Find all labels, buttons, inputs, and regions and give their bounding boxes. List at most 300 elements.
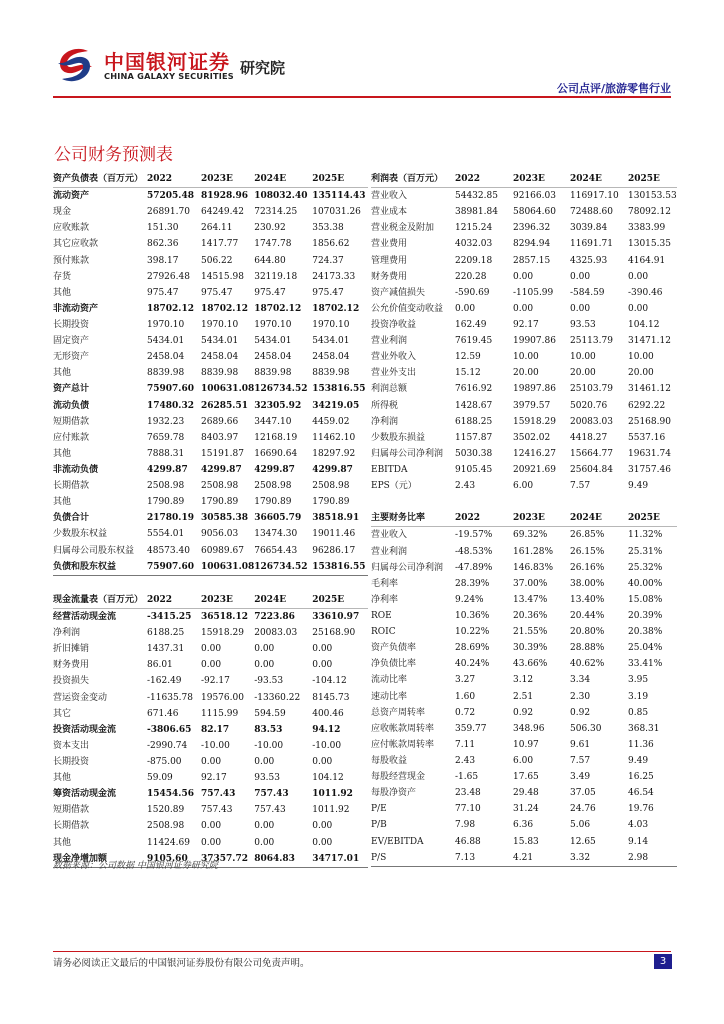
row-label: 资产负债率 — [371, 643, 417, 654]
table-cell: 5020.76 — [570, 400, 608, 411]
table-row — [371, 785, 677, 801]
table-row — [371, 689, 677, 705]
row-label: 管理费用 — [371, 255, 408, 266]
table-cell: 3447.10 — [254, 416, 292, 427]
table-row — [53, 754, 368, 770]
table-cell: 20083.03 — [254, 628, 298, 639]
table-cell: -3806.65 — [147, 724, 192, 735]
table-cell: 18702.12 — [254, 303, 302, 314]
table-row — [371, 204, 677, 220]
table-row — [371, 544, 677, 560]
table-cell: 0.00 — [312, 660, 333, 671]
table-cell: 29.48 — [513, 788, 539, 799]
table-cell: 0.00 — [254, 660, 275, 671]
table-cell: 64249.42 — [201, 207, 244, 218]
row-label: 负债合计 — [53, 513, 90, 524]
row-label: 负债和股东权益 — [53, 559, 147, 576]
source-note: 数据来源：公司数据 中国银河证券研究院 — [53, 861, 218, 871]
table-row — [53, 285, 368, 301]
table-cell: 4299.87 — [254, 465, 295, 476]
table-cell: 20.00 — [513, 368, 539, 379]
table-cell: 0.85 — [628, 707, 649, 718]
row-label: 流动负债 — [53, 400, 90, 411]
table-cell: 126734.52 — [254, 384, 308, 395]
table-cell: 2025E — [312, 171, 368, 188]
table-cell: 9056.03 — [201, 529, 239, 540]
table-row — [53, 188, 368, 205]
table-cell: 10.36% — [455, 611, 490, 621]
table-cell: 644.80 — [254, 255, 286, 266]
table-cell: 1011.92 — [312, 789, 353, 800]
table-row — [371, 381, 677, 397]
table-cell: 12168.19 — [254, 432, 298, 443]
row-label: 非流动资产 — [53, 303, 99, 314]
table-cell: 20083.03 — [570, 416, 613, 427]
row-label: 营业收入 — [371, 530, 408, 541]
table-cell: 8145.73 — [312, 692, 350, 703]
row-label: P/E — [371, 804, 387, 815]
table-cell: 2508.98 — [147, 821, 185, 832]
table-cell: -93.53 — [254, 676, 284, 687]
table-cell: 353.38 — [312, 223, 344, 234]
table-cell: 15454.56 — [147, 789, 194, 800]
table-cell: 10.00 — [570, 352, 596, 363]
table-cell: 2458.04 — [147, 352, 185, 363]
table-cell: 151.30 — [147, 223, 179, 234]
table-cell: 57205.48 — [147, 191, 194, 202]
table-cell: 20.44% — [570, 611, 605, 621]
row-label: P/B — [371, 820, 387, 831]
row-label: 财务费用 — [53, 660, 90, 671]
table-cell: 506.30 — [570, 723, 602, 734]
row-label: 营业外收入 — [371, 352, 417, 363]
table-cell: 398.17 — [147, 255, 179, 266]
table-cell: 9105.45 — [455, 465, 493, 476]
row-label: 其他 — [53, 773, 72, 784]
table-cell: 359.77 — [455, 723, 487, 734]
table-cell: 20.00 — [628, 368, 654, 379]
table-cell: 33610.97 — [312, 612, 360, 622]
row-label: ROIC — [371, 627, 396, 638]
table-cell: 38981.84 — [455, 207, 498, 218]
table-cell: 15.83 — [513, 836, 539, 847]
table-cell: 2458.04 — [312, 352, 350, 363]
table-row — [53, 365, 368, 381]
table-cell: 58064.60 — [513, 207, 556, 218]
table-cell: 1790.89 — [254, 497, 292, 508]
table-cell: 11.32% — [628, 530, 663, 541]
table-cell: 3502.02 — [513, 432, 551, 443]
table-cell: 2.51 — [513, 691, 534, 702]
table-cell: 5434.01 — [254, 336, 292, 347]
table-cell: 0.00 — [201, 644, 222, 655]
table-row — [371, 220, 677, 236]
table-cell: 135114.43 — [312, 191, 366, 202]
table-cell: 3.34 — [570, 675, 591, 686]
row-label: 投资活动现金流 — [53, 724, 117, 735]
table-cell: -3415.25 — [147, 612, 192, 622]
table-cell: 975.47 — [147, 287, 179, 298]
table-cell: 9.49 — [628, 481, 649, 492]
table-cell: 25.31% — [628, 546, 663, 557]
table-row — [53, 333, 368, 349]
row-label: 营运资金变动 — [53, 692, 108, 703]
table-cell: 0.00 — [513, 303, 534, 314]
table-cell: 34717.01 — [312, 851, 368, 868]
table-cell: 2508.98 — [254, 481, 292, 492]
table-cell: 1970.10 — [312, 320, 350, 331]
table-cell: 724.37 — [312, 255, 344, 266]
table-cell: 2.43 — [455, 481, 476, 492]
table-row — [371, 285, 677, 301]
row-label: 营业成本 — [371, 207, 408, 218]
table-cell: 100631.08 — [201, 559, 254, 576]
row-label: 应付账款 — [53, 432, 90, 443]
table-cell: 0.72 — [455, 707, 476, 718]
table-cell: 2508.98 — [312, 481, 350, 492]
table-cell: 0.92 — [570, 707, 591, 718]
row-label: 现金 — [53, 207, 72, 218]
table-cell — [254, 575, 312, 592]
table-cell: 1790.89 — [147, 497, 185, 508]
table-row — [53, 494, 368, 510]
table-cell: 0.00 — [254, 837, 275, 848]
row-label: 毛利率 — [371, 578, 399, 589]
table-cell: 757.43 — [201, 789, 236, 800]
table-cell: 75907.60 — [147, 559, 201, 576]
table-row — [53, 204, 368, 220]
row-label: 净利率 — [371, 594, 399, 605]
table-cell: 1215.24 — [455, 223, 493, 234]
table-row — [53, 220, 368, 236]
table-cell: 37.05 — [570, 788, 596, 799]
table-cell: 14515.98 — [201, 271, 244, 282]
table-row — [371, 721, 677, 737]
table-cell: 31471.12 — [628, 336, 671, 347]
table-cell: 93.53 — [570, 320, 596, 331]
row-label: 营业费用 — [371, 239, 408, 250]
table-cell: 25.32% — [628, 562, 663, 573]
row-label: 少数股东权益 — [53, 529, 108, 540]
row-label — [371, 494, 455, 510]
table-cell: 2023E — [513, 510, 570, 527]
table-row — [53, 706, 368, 722]
table-cell: 32305.92 — [254, 400, 302, 411]
table-cell: 7888.31 — [147, 448, 185, 459]
table-cell: 230.92 — [254, 223, 286, 234]
table-row — [53, 317, 368, 333]
table-cell: 4164.91 — [628, 255, 666, 266]
galaxy-logo-icon — [52, 42, 98, 88]
table-cell: 28.39% — [455, 578, 490, 589]
table-cell: 34219.05 — [312, 400, 360, 411]
table-cell: 3.12 — [513, 675, 534, 686]
table-cell: 220.28 — [455, 271, 487, 282]
table-cell: 13.47% — [513, 594, 548, 605]
table-cell: 15918.29 — [201, 628, 244, 639]
table-cell: -590.69 — [455, 287, 490, 298]
table-cell: 5.06 — [570, 820, 591, 831]
table-cell: 7.98 — [455, 820, 476, 831]
table-row — [371, 462, 677, 478]
table-row — [371, 769, 677, 785]
table-cell: 2022 — [455, 171, 513, 188]
table-cell: 18702.12 — [312, 303, 360, 314]
row-label: 应收帐款周转率 — [371, 723, 435, 734]
table-cell: 4.03 — [628, 820, 649, 831]
table-row — [371, 301, 677, 317]
table-cell: 2458.04 — [254, 352, 292, 363]
row-label: 其他 — [53, 287, 72, 298]
table-row — [53, 657, 368, 673]
table-cell: 36518.12 — [201, 612, 248, 622]
row-label: P/S — [371, 850, 455, 867]
table-cell: 92.17 — [513, 320, 539, 331]
table-row — [53, 802, 368, 818]
table-row — [53, 592, 368, 609]
table-cell: 28.88% — [570, 643, 605, 654]
table-cell: 1437.31 — [147, 644, 185, 655]
table-cell: 15918.29 — [513, 416, 556, 427]
table-cell: 72314.25 — [254, 207, 298, 218]
row-label: 短期借款 — [53, 416, 90, 427]
row-label: 营业收入 — [371, 191, 408, 202]
table-cell: 10.22% — [455, 627, 490, 638]
table-cell: 6.00 — [513, 755, 534, 766]
table-row — [53, 349, 368, 365]
table-cell: -10.00 — [312, 740, 342, 751]
table-row — [371, 171, 677, 188]
table-cell: 13015.35 — [628, 239, 671, 250]
row-label: 应收账款 — [53, 223, 90, 234]
table-cell: 2396.32 — [513, 223, 551, 234]
row-label: 现金流量表（百万元） — [53, 592, 147, 609]
table-cell: 82.17 — [201, 724, 230, 735]
row-label: 资产负债表（百万元） — [53, 171, 147, 188]
row-label: 固定资产 — [53, 336, 90, 347]
table-cell: -390.46 — [628, 287, 663, 298]
row-label: 所得税 — [371, 400, 399, 411]
table-cell: 2.98 — [628, 850, 677, 867]
row-label: 每股净资产 — [371, 788, 417, 799]
table-cell: 506.22 — [201, 255, 233, 266]
row-label: 营业外支出 — [371, 368, 417, 379]
table-cell: 10.00 — [513, 352, 539, 363]
row-label: 无形资产 — [53, 352, 90, 363]
table-cell: 1.60 — [455, 691, 476, 702]
table-row — [53, 722, 368, 738]
table-cell: -47.89% — [455, 562, 493, 573]
table-cell: 3.95 — [628, 675, 649, 686]
table-cell: 0.92 — [513, 707, 534, 718]
table-cell: 54432.85 — [455, 191, 498, 202]
row-label: 其他 — [53, 368, 72, 379]
table-cell: 26.16% — [570, 562, 605, 573]
table-cell: -104.12 — [312, 676, 347, 687]
left-table-body — [53, 171, 368, 867]
table-row — [53, 834, 368, 850]
table-cell: 2025E — [628, 171, 677, 188]
table-cell: 92.17 — [201, 773, 227, 784]
table-cell: 12.65 — [570, 836, 596, 847]
table-cell: 5030.38 — [455, 448, 493, 459]
row-label: 每股收益 — [371, 755, 408, 766]
table-cell: 81928.96 — [201, 191, 248, 202]
table-cell: 75907.60 — [147, 384, 194, 395]
row-label: 其他 — [53, 837, 72, 848]
table-cell: 146.83% — [513, 562, 554, 573]
table-cell: 4299.87 — [147, 465, 188, 476]
table-row — [53, 738, 368, 754]
row-label: 存货 — [53, 271, 72, 282]
table-cell: 2022 — [147, 171, 201, 188]
table-row — [371, 672, 677, 688]
table-row — [371, 753, 677, 769]
table-cell: 0.00 — [201, 821, 222, 832]
row-label: 利润表（百万元） — [371, 171, 455, 188]
table-cell: 2024E — [570, 510, 628, 527]
row-label: 流动资产 — [53, 191, 90, 202]
table-cell: 30.39% — [513, 643, 548, 654]
table-cell: 2024E — [254, 171, 312, 188]
table-cell: -13360.22 — [254, 692, 301, 703]
table-row — [371, 624, 677, 640]
table-cell: 153816.55 — [312, 384, 366, 395]
table-cell: 94.12 — [312, 724, 341, 735]
table-row — [53, 301, 368, 317]
row-label: EV/EBITDA — [371, 836, 424, 847]
row-label: 预付账款 — [53, 255, 90, 266]
table-cell: 1790.89 — [312, 497, 350, 508]
table-cell: 3383.99 — [628, 223, 666, 234]
table-cell: 92166.03 — [513, 191, 556, 202]
table-cell: -92.17 — [201, 676, 230, 687]
table-cell: 8839.98 — [201, 368, 239, 379]
table-cell: 4418.27 — [570, 432, 608, 443]
row-label: 速动比率 — [371, 691, 408, 702]
table-cell: -11635.78 — [147, 692, 193, 703]
row-label: 筹资活动现金流 — [53, 789, 117, 800]
table-cell: 6.36 — [513, 820, 534, 831]
table-row — [53, 770, 368, 786]
institute-label: 研究院 — [240, 59, 286, 77]
table-cell: 69.32% — [513, 530, 548, 541]
table-cell: 5434.01 — [312, 336, 350, 347]
table-cell: 19631.74 — [628, 448, 671, 459]
table-row — [53, 559, 368, 576]
table-cell: 2.30 — [570, 691, 591, 702]
table-row — [371, 478, 677, 494]
table-cell: 0.00 — [628, 271, 649, 282]
table-cell: -162.49 — [147, 676, 182, 687]
table-row — [371, 560, 677, 576]
table-cell: 100631.08 — [201, 384, 255, 395]
table-row — [371, 527, 677, 544]
table-cell: 37.00% — [513, 578, 548, 589]
table-cell: 25168.90 — [628, 416, 671, 427]
table-cell: 2508.98 — [147, 481, 185, 492]
table-cell: 93.53 — [254, 773, 280, 784]
table-cell: 31461.12 — [628, 384, 671, 395]
table-cell: 5554.01 — [147, 529, 185, 540]
section-title: 公司财务预测表 — [54, 145, 173, 165]
table-cell: -19.57% — [455, 530, 493, 541]
report-type-label: 公司点评/旅游零售行业 — [556, 82, 671, 95]
table-cell: 671.46 — [147, 708, 179, 719]
table-cell: 126734.52 — [254, 559, 312, 576]
table-cell: 130153.53 — [628, 191, 677, 202]
table-cell: 10.97 — [513, 739, 539, 750]
table-cell: 26.85% — [570, 530, 605, 541]
row-label: 归属母公司净利润 — [371, 448, 444, 459]
row-label: 主要财务比率 — [371, 510, 455, 527]
table-cell: 153816.55 — [312, 559, 368, 576]
table-row — [371, 592, 677, 608]
table-cell: 2023E — [201, 592, 254, 609]
row-label: 其它 — [53, 708, 72, 719]
table-cell: 2022 — [147, 592, 201, 609]
table-cell: 0.00 — [201, 660, 222, 671]
table-cell: 3.32 — [570, 850, 628, 867]
table-cell: 26.15% — [570, 546, 605, 557]
row-label: 净利润 — [53, 628, 81, 639]
table-row — [53, 575, 368, 592]
table-cell: 48573.40 — [147, 545, 190, 556]
table-cell: 1970.10 — [147, 320, 185, 331]
row-label: 营业税金及附加 — [371, 223, 435, 234]
table-cell: 0.00 — [570, 303, 591, 314]
table-cell: 83.53 — [254, 724, 283, 735]
table-cell: 8294.94 — [513, 239, 551, 250]
table-cell: 77.10 — [455, 804, 481, 815]
table-cell: 21.55% — [513, 627, 548, 638]
table-row — [371, 188, 677, 205]
table-cell: 26891.70 — [147, 207, 190, 218]
table-cell: 37357.72 — [201, 851, 254, 868]
table-cell: 28.69% — [455, 643, 490, 654]
table-cell: 16.25 — [628, 772, 654, 783]
table-cell: 0.00 — [312, 756, 333, 767]
table-cell: 16690.64 — [254, 448, 298, 459]
left-financial-table — [53, 171, 368, 868]
row-label: 长期投资 — [53, 320, 90, 331]
table-cell — [201, 575, 254, 592]
row-label: 折旧摊销 — [53, 644, 90, 655]
table-cell: 7.11 — [455, 739, 476, 750]
table-cell: 86.01 — [147, 660, 173, 671]
row-label: 长期借款 — [53, 481, 90, 492]
table-cell: 162.49 — [455, 320, 487, 331]
table-row — [371, 817, 677, 833]
table-cell: 40.62% — [570, 659, 605, 670]
table-row — [53, 543, 368, 559]
row-label: 净利润 — [371, 416, 399, 427]
table-cell: 15.12 — [455, 368, 481, 379]
table-cell: 104.12 — [312, 773, 344, 784]
table-cell: 32119.18 — [254, 271, 298, 282]
table-row — [53, 381, 368, 397]
table-cell: 757.43 — [201, 805, 233, 816]
right-table-body — [371, 171, 677, 866]
table-cell: 12416.27 — [513, 448, 556, 459]
table-cell: 104.12 — [628, 320, 660, 331]
table-cell: 4325.93 — [570, 255, 608, 266]
table-cell: 12.59 — [455, 352, 481, 363]
table-cell: 3039.84 — [570, 223, 608, 234]
table-cell: 2508.98 — [201, 481, 239, 492]
table-cell: -10.00 — [201, 740, 230, 751]
table-cell: 25.04% — [628, 643, 663, 654]
